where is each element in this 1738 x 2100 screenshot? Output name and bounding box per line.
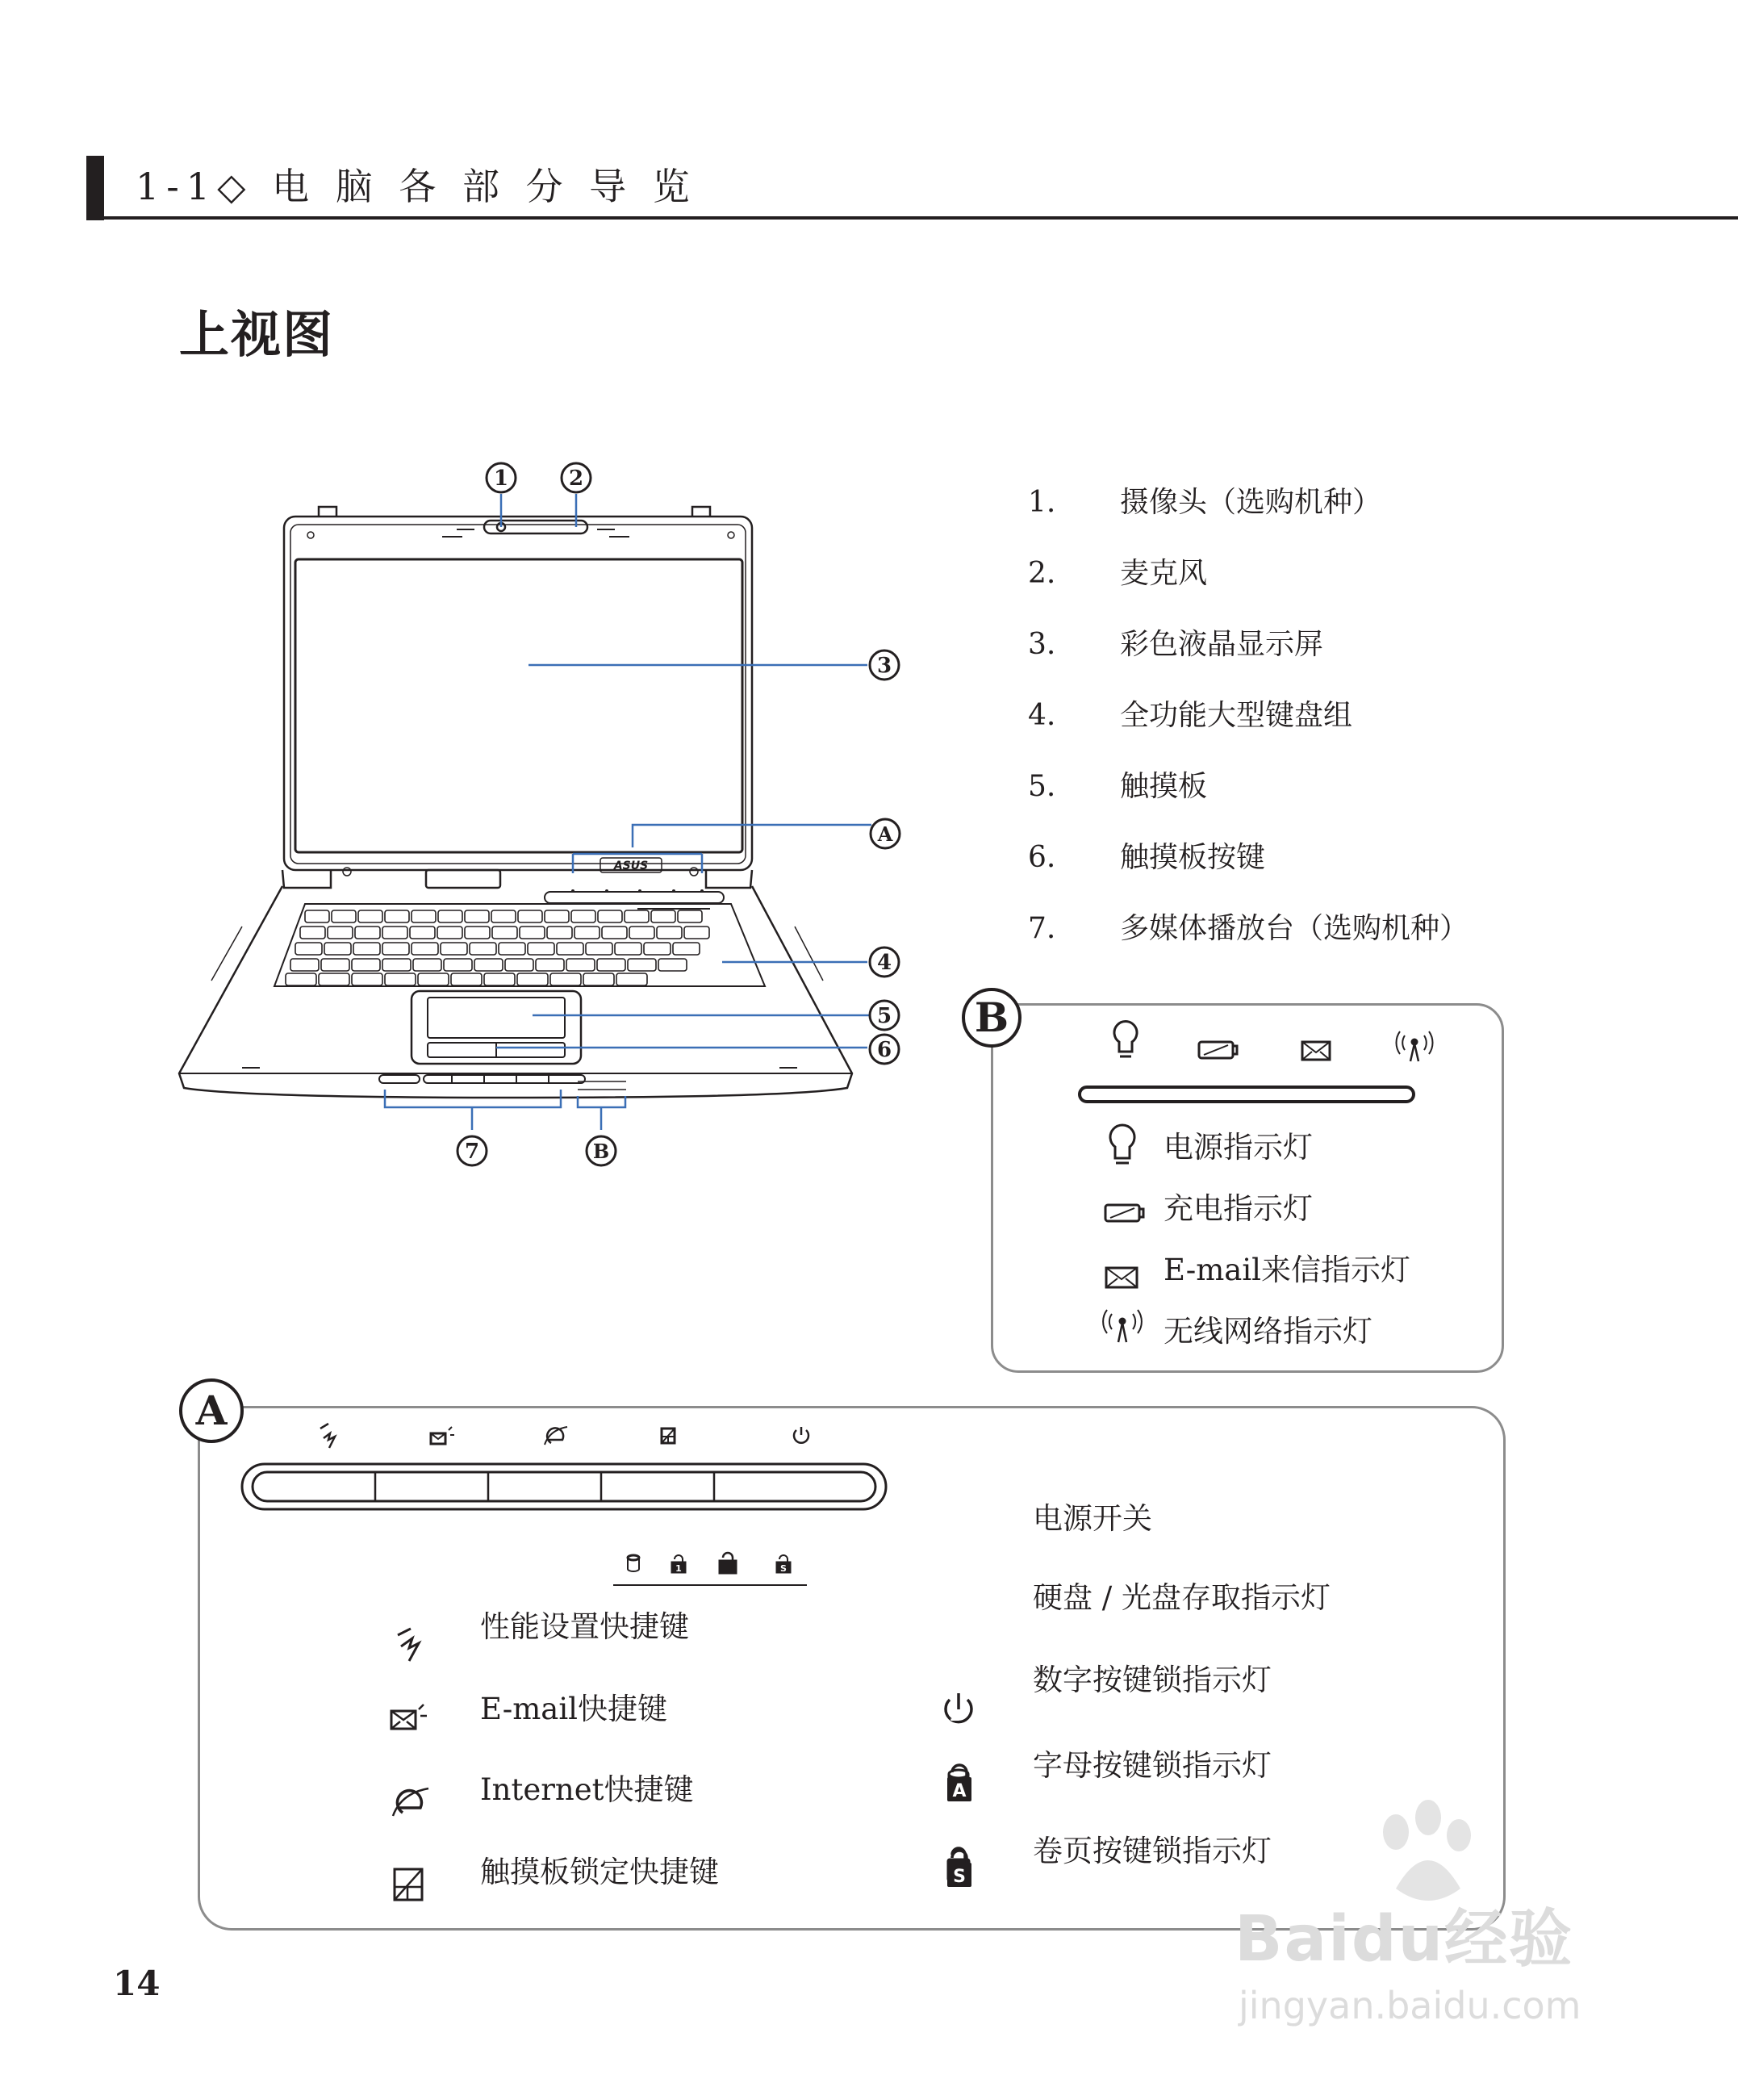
key [673,943,700,955]
touchpad-lock-icon [395,1869,422,1900]
part-label: 彩色液晶显示屏 [1120,628,1324,661]
key [319,973,349,985]
key [651,910,675,922]
part-number: 4. [1028,699,1056,732]
key [598,910,622,922]
key [492,927,517,939]
key [305,910,329,922]
key [625,910,649,922]
envelope-icon [1302,1042,1330,1060]
key [484,973,515,985]
key [557,943,583,955]
panel-a-graphics [198,1406,1506,1931]
key [465,927,490,939]
callout-a [871,819,900,848]
caps-lock-icon [936,1758,984,1806]
svg-text:4: 4 [876,951,892,975]
key [352,973,382,985]
callout-4 [870,948,899,977]
page-title: 上视图 [179,305,335,364]
callout-b [587,1136,616,1165]
key [644,943,671,955]
key [545,910,569,922]
part-label: 触摸板按键 [1120,841,1266,874]
internet-icon [393,1788,428,1816]
watermark-url: jingyan.baidu.com [1239,1984,1581,2027]
key [628,959,656,971]
key [684,927,709,939]
num-lock-icon [936,1672,984,1721]
key [465,910,489,922]
part-number: 2. [1028,557,1056,590]
svg-text:3: 3 [876,654,892,678]
key [290,959,319,971]
key [451,973,482,985]
key [615,943,641,955]
svg-text:S: S [780,1563,787,1574]
key [616,973,647,985]
page-number: 14 [113,1964,161,2003]
svg-text:1: 1 [949,1705,960,1721]
key [536,959,564,971]
key [583,973,614,985]
part-number: 6. [1028,841,1056,874]
key [550,973,581,985]
key [574,927,600,939]
battery-icon [1105,1205,1143,1221]
svg-text:B: B [592,1140,610,1163]
key [410,927,435,939]
key [352,959,380,971]
key [602,927,627,939]
callout-6 [870,1035,899,1064]
key [437,927,462,939]
key [586,943,612,955]
key [658,959,687,971]
key [358,910,382,922]
part-label: 多媒体播放台（选购机种） [1120,912,1469,945]
key [517,973,548,985]
legend-label: 触摸板锁定快捷键 [480,1855,719,1889]
key [413,959,441,971]
key [418,973,449,985]
key [505,959,533,971]
email-key-icon [391,1705,427,1729]
key [286,973,316,985]
envelope-icon [1106,1268,1137,1287]
callout-2 [562,463,591,492]
key [324,943,351,955]
key [382,927,407,939]
key [491,910,516,922]
section-heading: 1-1◇ 电 脑 各 部 分 导 览 [136,165,697,208]
legend-label: E-mail来信指示灯 [1164,1253,1411,1287]
key [629,927,654,939]
part-label: 摄像头（选购机种） [1120,486,1382,519]
legend-label: Internet快捷键 [480,1772,694,1807]
key [332,910,356,922]
key [321,959,349,971]
svg-text:A: A [877,822,893,846]
key [300,927,325,939]
legend-label: 无线网络指示灯 [1164,1314,1372,1349]
part-number: 7. [1028,912,1056,945]
key [328,927,353,939]
laptop-illustration [0,0,968,1211]
key [444,959,472,971]
power-gear-icon [320,1424,335,1448]
key [474,959,503,971]
key [412,943,438,955]
power-gear-icon [398,1629,419,1661]
svg-text:A: A [952,1781,967,1801]
bulb-icon [1114,1022,1137,1056]
key [295,943,322,955]
watermark-brand: Baidu经验 [1235,1903,1574,1976]
drive-icon [628,1555,639,1571]
scroll-lock-icon [936,1843,984,1892]
key [355,927,380,939]
bulb-icon [1110,1125,1134,1163]
touchpad-lock-icon [662,1429,675,1443]
key [566,959,595,971]
battery-icon [1199,1042,1237,1058]
legend-label: 性能设置快捷键 [480,1609,689,1644]
key [518,910,542,922]
svg-text:6: 6 [876,1038,892,1062]
callout-3 [870,650,899,680]
part-label: 触摸板 [1120,770,1208,803]
key [520,927,545,939]
keyboard-keys [286,910,709,985]
part-number: 1. [1028,486,1056,519]
wireless-icon [1103,1310,1142,1342]
legend-label: E-mail快捷键 [480,1692,668,1726]
key [571,910,595,922]
key [382,959,411,971]
key [438,910,462,922]
callout-1 [487,463,516,492]
legend-label: 电源开关 [1033,1501,1152,1536]
key [385,910,409,922]
asus-logo: ASUS [613,860,649,872]
email-key-icon [431,1427,454,1444]
svg-text:S: S [953,1867,966,1887]
internet-icon [545,1427,567,1445]
key [470,943,496,955]
panel-b-letter: B [962,988,1021,1048]
legend-label: 卷页按键锁指示灯 [1033,1834,1272,1868]
svg-text:2: 2 [568,466,584,491]
svg-text:1: 1 [675,1563,682,1574]
key [412,910,436,922]
paw-watermark-icon [1364,1800,1485,1913]
wireless-icon [1396,1031,1432,1061]
part-label: 全功能大型键盘组 [1120,699,1353,732]
caps-lock-icon [720,1553,736,1573]
panel-a-letter: A [179,1378,244,1443]
svg-text:7: 7 [464,1140,480,1164]
key [385,973,416,985]
callout-5 [870,1001,899,1030]
key [597,959,625,971]
key [528,943,554,955]
key [657,927,682,939]
key [441,943,467,955]
legend-label: 硬盘 / 光盘存取指示灯 [1033,1580,1331,1615]
key [499,943,525,955]
key [678,910,702,922]
svg-text:1: 1 [493,466,509,491]
callout-7 [457,1136,487,1165]
legend-label: 电源指示灯 [1164,1130,1313,1165]
legend-label: 字母按键锁指示灯 [1033,1748,1272,1783]
part-number: 3. [1028,628,1056,661]
svg-text:5: 5 [876,1004,892,1028]
part-number: 5. [1028,770,1056,803]
key [353,943,380,955]
legend-label: 充电指示灯 [1164,1191,1313,1226]
key [547,927,572,939]
power-icon [794,1427,808,1443]
part-label: 麦克风 [1120,557,1208,590]
legend-label: 数字按键锁指示灯 [1033,1663,1272,1697]
key [382,943,409,955]
